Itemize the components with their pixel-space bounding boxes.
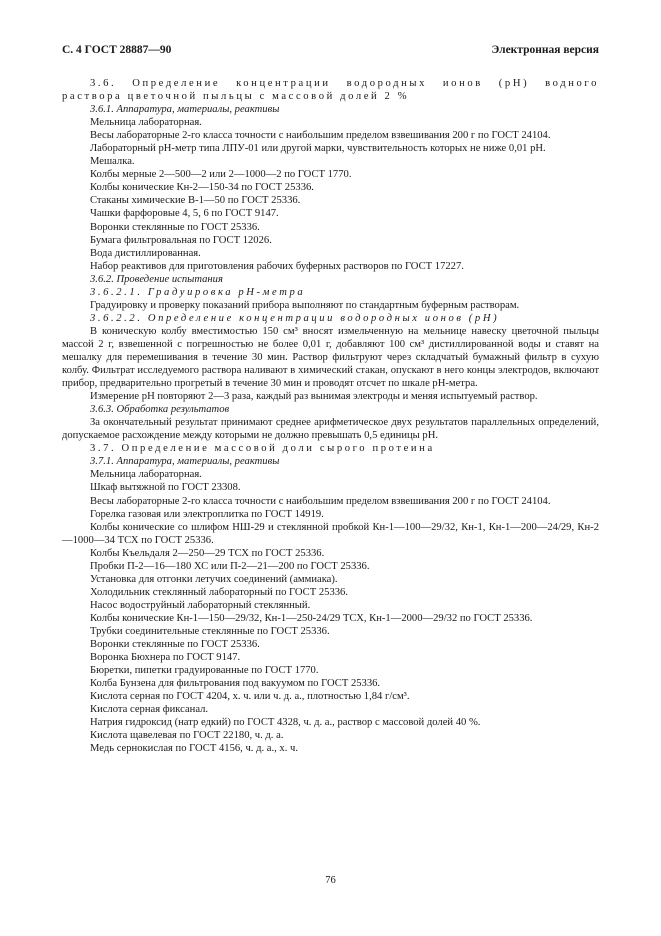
paragraph: Колбы конические Кн-1—150—29/32, Кн-1—250-24/29 ТСХ, Кн-1—2000—29/32 по ГОСТ 25336.: [90, 612, 533, 624]
paragraph: Кислота серная по ГОСТ 4204, х. ч. или ч. д. а., плотностью 1,84 г/см³.: [90, 691, 410, 703]
paragraph: Бюретки, пипетки градуированные по ГОСТ 1770.: [90, 665, 319, 677]
paragraph: Воронки стеклянные по ГОСТ 25336.: [90, 639, 260, 651]
paragraph: 3.6.1. Аппаратура, материалы, реактивы: [90, 104, 280, 116]
paragraph: 3.6. Определение концентрации водородных ионов (рН) водного раствора цветочной пыльцы с массовой долей 2 %: [62, 78, 599, 103]
paragraph: Вода дистиллированная.: [90, 247, 201, 259]
paragraph: Колбы конические Кн-2—150-34 по ГОСТ 25336.: [90, 182, 314, 194]
document-body: [62, 77, 599, 755]
paragraph: Натрия гидроксид (натр едкий) по ГОСТ 4328, ч. д. а., раствор с массовой долей 40 %.: [90, 717, 481, 729]
paragraph: Горелка газовая или электроплитка по ГОСТ 14919.: [90, 508, 324, 520]
paragraph: За окончательный результат принимают среднее арифметическое двух результатов параллельных определений, допускаемое расхождение между которыми не должно превышать 0,5 единицы рН.: [62, 417, 599, 442]
paragraph: Мельница лабораторная.: [90, 469, 202, 481]
paragraph: Насос водоструйный лабораторный стеклянный.: [90, 599, 311, 611]
paragraph: Шкаф вытяжной по ГОСТ 23308.: [90, 482, 241, 494]
paragraph: Градуировку и проверку показаний прибора выполняют по стандартным буферным растворам.: [90, 299, 520, 311]
paragraph: В коническую колбу вместимостью 150 см³ вносят измельченную на мельнице навеску цветочной пыльцы массой 2 г, взвешенной с погрешностью не более 0,01 г, добавляют 100 см³ дистиллированной воды и ставят на мешалку для перемешивания в течение 30 мин. Раствор фильтруют через складчатый бумажный фильтр в сухую колбу. Фильтрат исследуемого раствора наливают в химический стакан, опускают в него концы электродов, включают прибор, предварительно прогретый в течение 30 мин и проводят отсчет по шкале рН-метра.: [62, 325, 599, 390]
paragraph: 3.6.2. Проведение испытания: [90, 273, 223, 285]
paragraph: Воронка Бюхнера по ГОСТ 9147.: [90, 652, 241, 664]
paragraph: Кислота серная фиксанал.: [90, 704, 209, 716]
header-standard-id: С. 4 ГОСТ 28887—90: [62, 44, 172, 56]
paragraph: 3.6.2.1. Градуировка рН-метра: [90, 286, 306, 298]
paragraph: Медь сернокислая по ГОСТ 4156, ч. д. а., х. ч.: [90, 743, 298, 755]
paragraph: Холодильник стеклянный лабораторный по ГОСТ 25336.: [90, 586, 349, 598]
paragraph: Мешалка.: [90, 156, 135, 168]
paragraph: Колбы мерные 2—500—2 или 2—1000—2 по ГОСТ 1770.: [90, 169, 352, 181]
paragraph: Весы лабораторные 2-го класса точности с наибольшим пределом взвешивания 200 г по ГОСТ 24104.: [90, 130, 551, 142]
paragraph: Колбы конические со шлифом НШ-29 и стеклянной пробкой Кн-1—100—29/32, Кн-1, Кн-1—200—24/29, Кн-2—1000—34 ТСХ по ГОСТ 25336.: [62, 521, 599, 546]
paragraph: 3.6.2.2. Определение концентрации водородных ионов (рН): [90, 312, 500, 324]
paragraph: Чашки фарфоровые 4, 5, 6 по ГОСТ 9147.: [90, 208, 279, 220]
paragraph: Набор реактивов для приготовления рабочих буферных растворов по ГОСТ 17227.: [90, 260, 464, 272]
paragraph: Мельница лабораторная.: [90, 117, 202, 129]
paragraph: Воронки стеклянные по ГОСТ 25336.: [90, 221, 260, 233]
page-header: [62, 44, 599, 64]
paragraph: Пробки П-2—16—180 ХС или П-2—21—200 по ГОСТ 25336.: [90, 560, 370, 572]
paragraph: Колба Бунзена для фильтрования под вакуумом по ГОСТ 25336.: [90, 678, 381, 690]
paragraph: Весы лабораторные 2-го класса точности с наибольшим пределом взвешивания 200 г по ГОСТ 24104.: [90, 495, 551, 507]
page-number: 76: [325, 875, 336, 886]
paragraph: 3.7. Определение массовой доли сырого протеина: [90, 443, 435, 455]
header-edition-label: Электронная версия: [491, 44, 599, 56]
document-page: [62, 44, 599, 886]
paragraph: Кислота щавелевая по ГОСТ 22180, ч. д. а.: [90, 730, 284, 742]
paragraph: Лабораторный рН-метр типа ЛПУ-01 или другой марки, чувствительность которых не ниже 0,01 рН.: [90, 143, 546, 155]
paragraph: Трубки соединительные стеклянные по ГОСТ 25336.: [90, 625, 330, 637]
paragraph: Измерение рН повторяют 2—3 раза, каждый раз вынимая электроды и меняя испытуемый раствор.: [90, 391, 538, 403]
paragraph: Установка для отгонки летучих соединений (аммиака).: [90, 573, 338, 585]
paragraph: Бумага фильтровальная по ГОСТ 12026.: [90, 234, 272, 246]
paragraph: Колбы Къельдаля 2—250—29 ТСХ по ГОСТ 25336.: [90, 547, 325, 559]
paragraph: 3.6.3. Обработка результатов: [90, 404, 230, 416]
paragraph: 3.7.1. Аппаратура, материалы, реактивы: [90, 456, 280, 468]
paragraph: Стаканы химические В-1—50 по ГОСТ 25336.: [90, 195, 301, 207]
